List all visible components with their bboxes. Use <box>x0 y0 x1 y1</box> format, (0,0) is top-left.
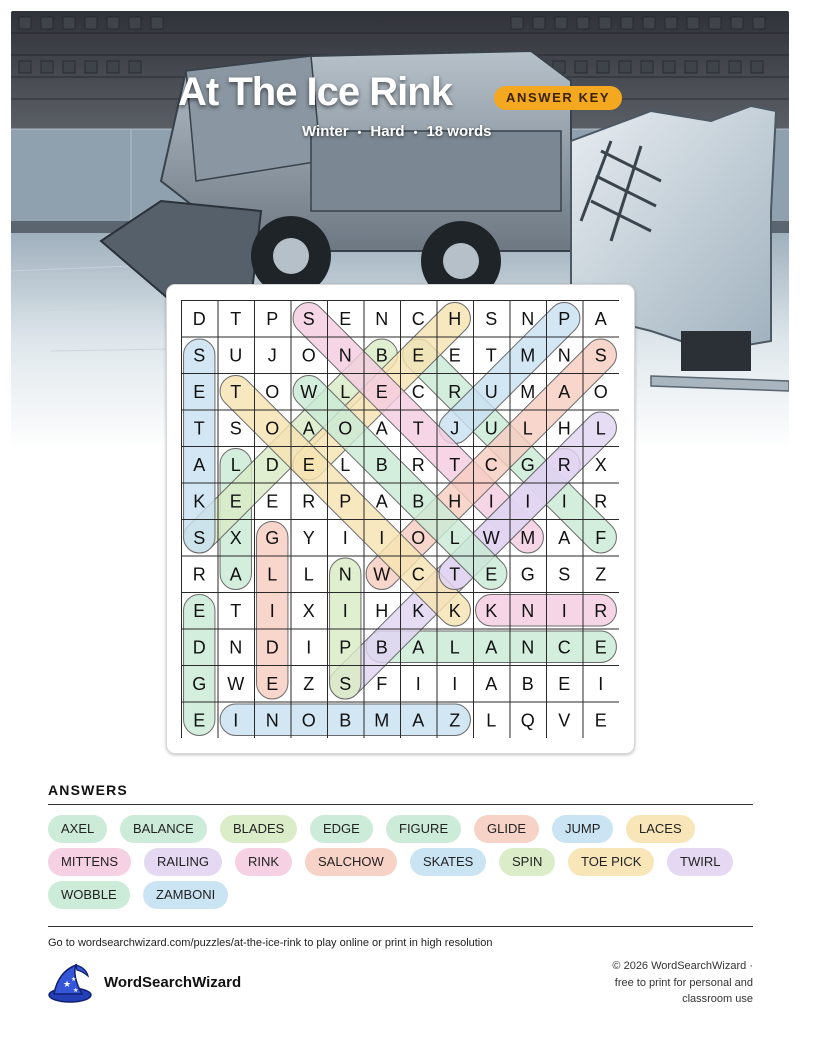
grid-letter: A <box>229 564 242 585</box>
grid-letter: L <box>522 418 533 439</box>
grid-letter: G <box>265 527 280 548</box>
brand-name: WordSearchWizard <box>104 974 242 991</box>
grid-letter: O <box>265 381 280 402</box>
grid-letter: R <box>594 600 608 621</box>
answer-chip: RAILING <box>144 848 222 876</box>
grid-letter: U <box>484 418 498 439</box>
grid-letter: Z <box>303 673 315 694</box>
grid-letter: B <box>375 345 388 366</box>
grid-letter: A <box>375 418 388 439</box>
grid-letter: D <box>192 308 206 329</box>
grid-letter: L <box>230 454 241 475</box>
grid-letter: E <box>229 491 242 512</box>
answer-chip: EDGE <box>310 815 373 843</box>
grid-letter: S <box>229 418 242 439</box>
grid-letter: A <box>412 710 425 731</box>
grid-letter: T <box>449 564 461 585</box>
grid-letter: X <box>302 600 315 621</box>
puzzle-title: At The Ice Rink <box>178 70 452 114</box>
grid-letter: N <box>521 308 535 329</box>
grid-letter: N <box>375 308 389 329</box>
grid-letter: O <box>338 418 353 439</box>
copyright-line: © 2026 WordSearchWizard · <box>612 960 753 972</box>
grid-letter: T <box>230 600 242 621</box>
grid-letter: C <box>557 637 571 658</box>
grid-letter: T <box>230 308 242 329</box>
grid-letter: E <box>266 673 279 694</box>
grid-letter: J <box>450 418 460 439</box>
answers-heading: ANSWERS <box>48 782 128 798</box>
theme-label: Winter <box>302 123 349 140</box>
grid-letter: P <box>558 308 571 329</box>
grid-letter: S <box>594 345 607 366</box>
grid-letter: E <box>375 381 388 402</box>
grid-letter: P <box>339 637 352 658</box>
grid-letter: C <box>411 308 425 329</box>
grid-letter: E <box>448 345 461 366</box>
difficulty-label: Hard <box>370 123 405 140</box>
meta-separator: • <box>357 127 362 139</box>
answer-chip: ZAMBONI <box>143 881 228 909</box>
divider <box>48 804 753 805</box>
grid-letter: K <box>485 600 498 621</box>
grid-letter: P <box>266 308 279 329</box>
answer-chip: BLADES <box>220 815 297 843</box>
grid-letter: R <box>557 454 571 475</box>
grid-letter: Q <box>520 710 535 731</box>
copyright-line: classroom use <box>682 993 753 1005</box>
grid-letter: T <box>412 418 424 439</box>
grid-letter: C <box>484 454 498 475</box>
grid-letter: L <box>449 637 460 658</box>
grid-letter: N <box>338 564 352 585</box>
divider <box>48 926 753 927</box>
grid-letter: R <box>192 564 206 585</box>
grid-letter: I <box>452 673 458 694</box>
grid-letter: L <box>595 418 606 439</box>
grid-letter: O <box>265 418 280 439</box>
svg-text:★: ★ <box>73 987 79 994</box>
grid-letter: U <box>484 381 498 402</box>
grid-letter: K <box>412 600 425 621</box>
grid-letter: B <box>339 710 352 731</box>
grid-letter: E <box>594 710 607 731</box>
grid-letter: B <box>412 491 425 512</box>
grid-letter: S <box>485 308 498 329</box>
grid-letter: H <box>448 491 462 512</box>
grid-letter: X <box>229 527 242 548</box>
grid-letter: A <box>594 308 607 329</box>
grid-letter: S <box>193 527 206 548</box>
answer-chip: SPIN <box>499 848 555 876</box>
copyright-notice <box>583 958 753 1008</box>
grid-letter: I <box>233 710 239 731</box>
answer-chip: JUMP <box>552 815 613 843</box>
grid-letter: A <box>412 637 425 658</box>
grid-letter: I <box>525 491 531 512</box>
grid-letter: M <box>374 710 390 731</box>
grid-letter: W <box>482 527 500 548</box>
grid-letter: M <box>520 381 536 402</box>
answer-chip: TOE PICK <box>568 848 654 876</box>
grid-letter: I <box>598 673 604 694</box>
grid-letter: E <box>193 600 206 621</box>
grid-letter: R <box>594 491 608 512</box>
answer-chip: SALCHOW <box>305 848 397 876</box>
grid-letter: O <box>411 527 426 548</box>
grid-letter: N <box>557 345 571 366</box>
grid-letter: I <box>342 527 348 548</box>
grid-letter: G <box>520 564 535 585</box>
grid-letter: A <box>558 381 571 402</box>
grid-letter: C <box>411 564 425 585</box>
grid-letter: V <box>558 710 571 731</box>
grid-letter: T <box>230 381 242 402</box>
grid-letter: K <box>193 491 206 512</box>
grid-letter: L <box>303 564 314 585</box>
meta-separator: • <box>413 127 418 139</box>
answer-chip: AXEL <box>48 815 107 843</box>
word-count-label: 18 words <box>426 123 492 140</box>
svg-text:★: ★ <box>71 976 77 983</box>
grid-letter: P <box>339 491 352 512</box>
grid-letter: H <box>375 600 389 621</box>
grid-letter: W <box>300 381 318 402</box>
grid-letter: R <box>448 381 462 402</box>
grid-letter: I <box>342 600 348 621</box>
grid-letter: L <box>267 564 278 585</box>
answer-key-badge: ANSWER KEY <box>494 86 622 110</box>
grid-letter: N <box>521 637 535 658</box>
grid-letter: Y <box>302 527 315 548</box>
grid-letter: B <box>521 673 534 694</box>
svg-text:★: ★ <box>63 980 72 990</box>
grid-letter: M <box>520 345 536 366</box>
grid-letter: E <box>339 308 352 329</box>
grid-letter: L <box>486 710 497 731</box>
grid-letter: S <box>339 673 352 694</box>
grid-letter: I <box>415 673 421 694</box>
answer-chip: GLIDE <box>474 815 539 843</box>
grid-letter: A <box>485 637 498 658</box>
grid-letter: I <box>379 527 385 548</box>
grid-letter: O <box>301 345 316 366</box>
answer-chip: RINK <box>235 848 292 876</box>
grid-letter: E <box>193 710 206 731</box>
grid-letter: R <box>411 454 425 475</box>
grid-letter: N <box>229 637 243 658</box>
puzzle-meta <box>302 123 491 140</box>
grid-letter: J <box>267 345 277 366</box>
grid-letter: M <box>520 527 536 548</box>
grid-letter: I <box>269 600 275 621</box>
grid-letter: N <box>265 710 279 731</box>
grid-letter: O <box>593 381 608 402</box>
answer-chip: WOBBLE <box>48 881 130 909</box>
answer-chip: BALANCE <box>120 815 207 843</box>
grid-letter: B <box>375 454 388 475</box>
grid-letter: U <box>229 345 243 366</box>
grid-letter: S <box>302 308 315 329</box>
grid-letter: F <box>376 673 388 694</box>
grid-letter: W <box>373 564 391 585</box>
grid-letter: D <box>192 637 206 658</box>
grid-letter: G <box>192 673 207 694</box>
grid-lines <box>181 300 619 738</box>
grid-letter: Z <box>595 564 607 585</box>
answer-chip: TWIRL <box>667 848 733 876</box>
answer-chip: MITTENS <box>48 848 131 876</box>
grid-letter: Z <box>449 710 461 731</box>
grid-letter: E <box>302 454 315 475</box>
grid-letter: A <box>302 418 315 439</box>
grid-letter: K <box>448 600 461 621</box>
grid-letter: I <box>561 491 567 512</box>
grid-letter: F <box>595 527 607 548</box>
grid-letter: D <box>265 454 279 475</box>
grid-letter: H <box>557 418 571 439</box>
grid-letter: G <box>520 454 535 475</box>
grid-letter: X <box>594 454 607 475</box>
copyright-line: free to print for personal and <box>614 976 753 989</box>
grid-letter: D <box>265 637 279 658</box>
grid-letter: I <box>488 491 494 512</box>
grid-letter: W <box>227 673 245 694</box>
grid-letter: H <box>448 308 462 329</box>
letter-grid <box>181 300 619 738</box>
grid-letter: T <box>485 345 497 366</box>
grid-letter: L <box>340 454 351 475</box>
grid-letter: B <box>375 637 388 658</box>
answer-chip: FIGURE <box>386 815 461 843</box>
grid-letter: E <box>558 673 571 694</box>
grid-letter: E <box>266 491 279 512</box>
grid-letter: E <box>594 637 607 658</box>
grid-letter: T <box>193 418 205 439</box>
grid-letter: N <box>521 600 535 621</box>
grid-letter: A <box>485 673 498 694</box>
grid-letter: A <box>558 527 571 548</box>
grid-letter: A <box>193 454 206 475</box>
grid-letter: E <box>412 345 425 366</box>
grid-letter: O <box>301 710 316 731</box>
grid-letter: I <box>306 637 312 658</box>
grid-letter: N <box>338 345 352 366</box>
grid-letter: S <box>193 345 206 366</box>
grid-letter: L <box>449 527 460 548</box>
grid-letter: R <box>302 491 316 512</box>
grid-letter: L <box>340 381 351 402</box>
grid-letter: S <box>558 564 571 585</box>
answer-chip: LACES <box>626 815 695 843</box>
grid-letter: I <box>561 600 567 621</box>
grid-letter: C <box>411 381 425 402</box>
grid-letter: T <box>449 454 461 475</box>
wizard-hat-icon <box>46 962 92 1009</box>
grid-letter: E <box>485 564 498 585</box>
answer-chip: SKATES <box>410 848 486 876</box>
grid-letter: E <box>193 381 206 402</box>
grid-letter: A <box>375 491 388 512</box>
footer-link-text[interactable]: Go to wordsearchwizard.com/puzzles/at-the-ice-rink to play online or print in high resolution <box>48 937 493 949</box>
